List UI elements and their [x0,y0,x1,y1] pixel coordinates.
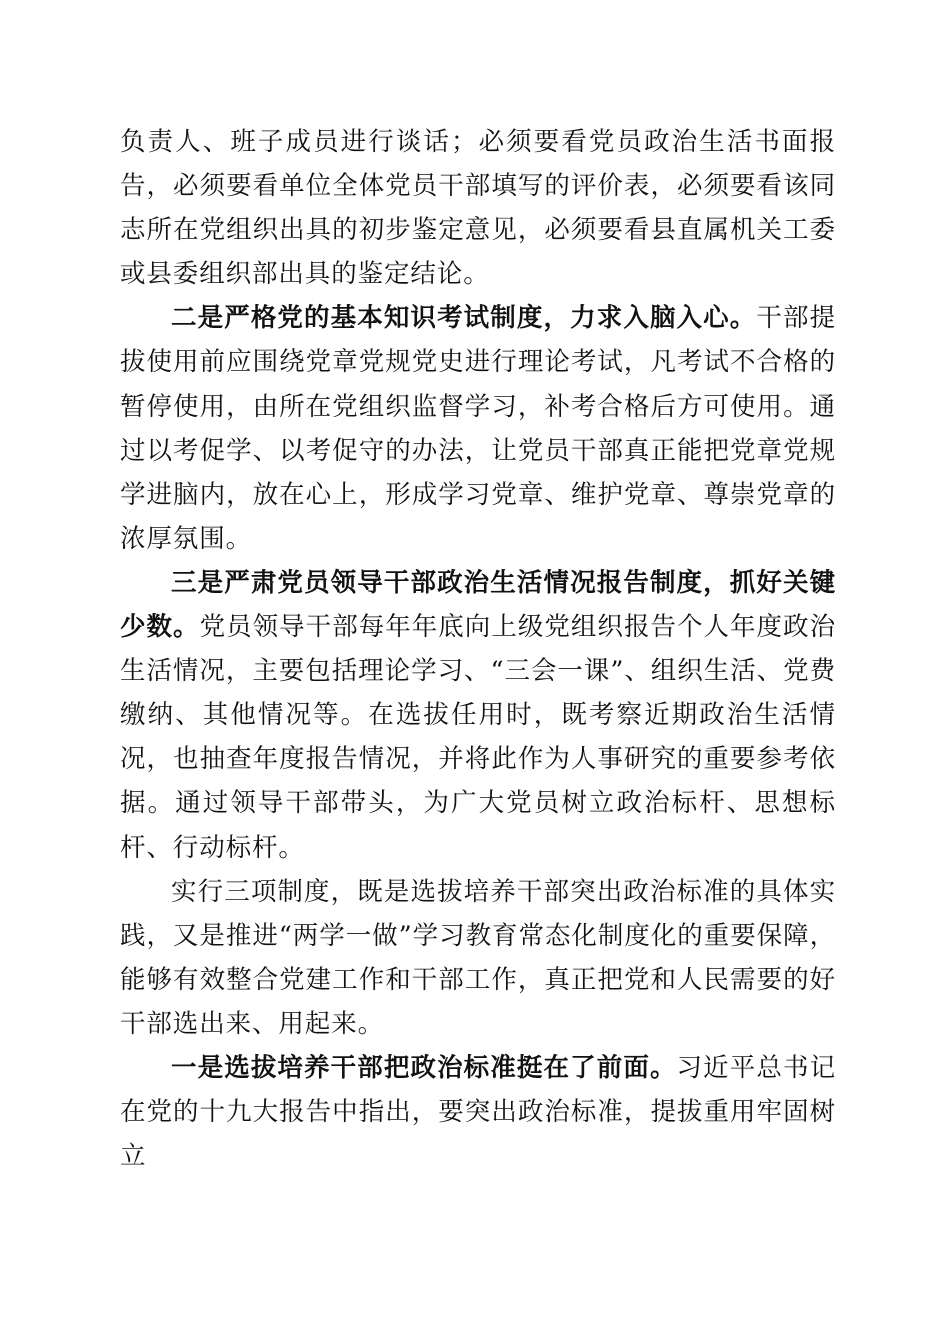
paragraph-4 [120,870,836,1046]
paragraph-2 [120,296,836,561]
paragraph-3-text: 党员领导干部每年年底向上级党组织报告个人年度政治生活情况，主要包括理论学习、“三会一课”、组织生活、党费缴纳、其他情况等。在选拔任用时，既考察近期政治生活情况，也抽查年度报告情况，并将此作为人事研究的重要参考依据。通过领导干部带头，为广大党员树立政治标杆、思想标杆、行动标杆。 [120,612,836,863]
paragraph-4-text: 实行三项制度，既是选拔培养干部突出政治标准的具体实践，又是推进“两学一做”学习教育常态化制度化的重要保障，能够有效整合党建工作和干部工作，真正把党和人民需要的好干部选出来、用起来。 [120,876,836,1039]
paragraph-1 [120,120,836,296]
paragraph-5-text: 习近平总书记在党的十九大报告中指出，要突出政治标准，提拔重用牢固树立 [120,1052,836,1172]
document-page [120,120,836,1178]
paragraph-2-text: 干部提拔使用前应围绕党章党规党史进行理论考试，凡考试不合格的暂停使用，由所在党组织监督学习，补考合格后方可使用。通过以考促学、以考促守的办法，让党员干部真正能把党章党规学进脑内，放在心上，形成学习党章、维护党章、尊崇党章的浓厚氛围。 [120,303,836,554]
paragraph-5 [120,1046,836,1178]
paragraph-5-heading: 一是选拔培养干部把政治标准挺在了前面。 [171,1052,677,1083]
paragraph-2-heading: 二是严格党的基本知识考试制度，力求入脑入心。 [171,303,757,334]
paragraph-3-heading: 三是严肃党员领导干部政治生活情况报告制度，抓好关键少数。 [120,567,836,643]
paragraph-3 [120,561,836,870]
paragraph-1-text: 负责人、班子成员进行谈话；必须要看党员政治生活书面报告，必须要看单位全体党员干部填写的评价表，必须要看该同志所在党组织出具的初步鉴定意见，必须要看县直属机关工委或县委组织部出具的鉴定结论。 [120,127,836,290]
